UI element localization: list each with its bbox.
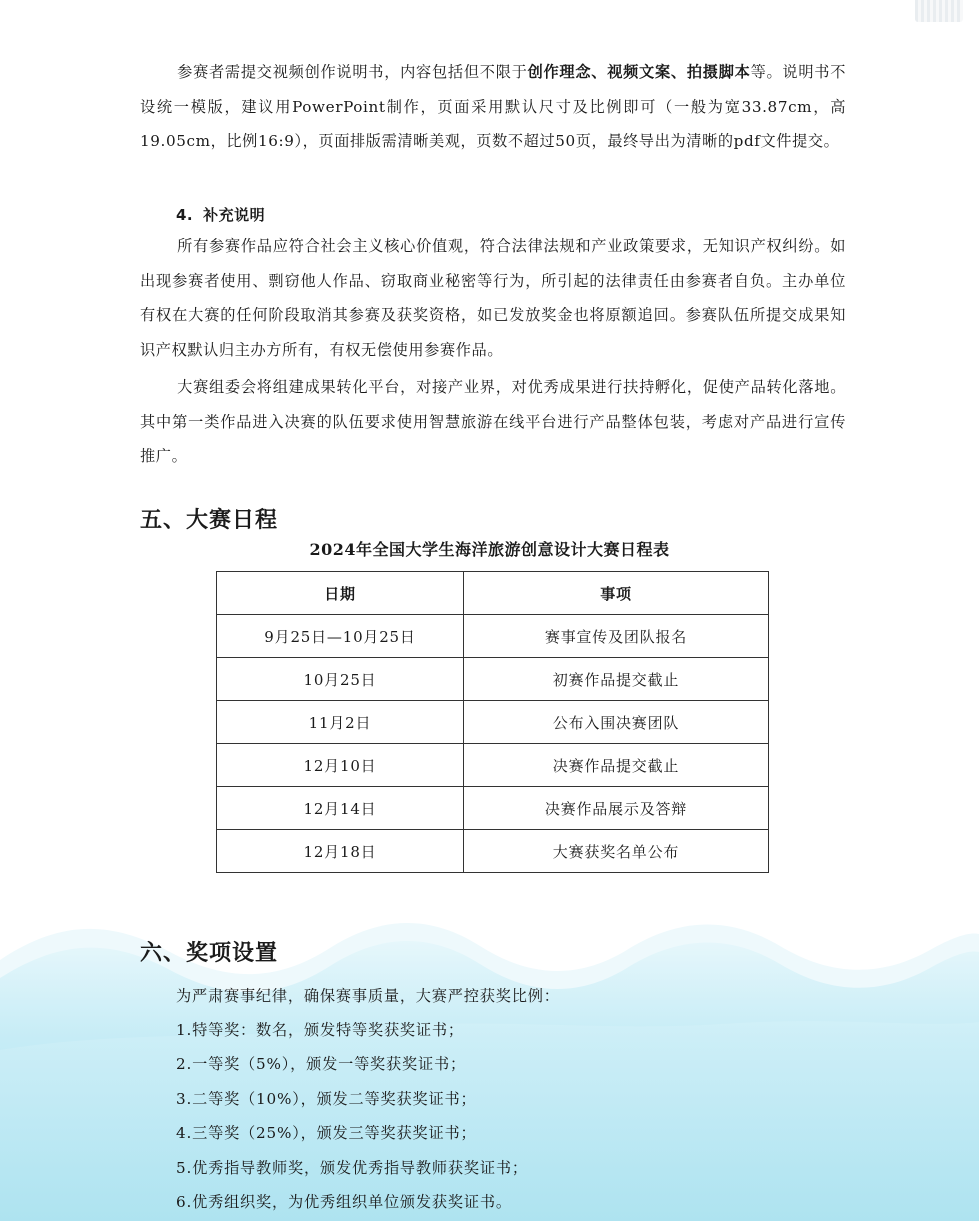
- column-header-item: 事项: [464, 572, 769, 615]
- award-item-first: 2.一等奖（5%），颁发一等奖获奖证书；: [176, 1055, 466, 1073]
- paragraph-text: 参赛者需提交视频创作说明书，内容包括但不限于: [177, 63, 528, 81]
- bold-text: 创作理念、视频文案、拍摄脚本: [527, 63, 751, 81]
- table-title: 2024年全国大学生海洋旅游创意设计大赛日程表: [309, 540, 670, 559]
- paragraph-ip-rules: [140, 229, 846, 367]
- subheading-number: 4.: [176, 206, 194, 224]
- cell-date: 12月14日: [217, 787, 464, 830]
- award-item-second: 3.二等奖（10%），颁发二等奖获奖证书；: [176, 1090, 477, 1108]
- cell-item: 初赛作品提交截止: [464, 658, 769, 701]
- award-item-teacher: 5.优秀指导教师奖，颁发优秀指导教师获奖证书；: [176, 1159, 528, 1177]
- cell-item: 赛事宣传及团队报名: [464, 615, 769, 658]
- cell-date: 12月10日: [217, 744, 464, 787]
- paragraph-text: 等。说明书不设统一模版，建议用PowerPoint制作，页面采用默认尺寸及比例即可（一般为宽33.87cm，高19.05cm，比例16:9），页面排版需清晰美观，页数不超过50页，最终导出为清晰的pdf文件提交。: [140, 63, 846, 151]
- section-title-awards: 六、奖项设置: [140, 940, 279, 966]
- table-row: [217, 701, 769, 744]
- subheading-supplement: [176, 204, 265, 225]
- award-item-organization: 6.优秀组织奖，为优秀组织单位颁发获奖证书。: [176, 1193, 512, 1211]
- paragraph-submission-description: [140, 55, 846, 159]
- section-title-schedule: 五、大赛日程: [140, 507, 279, 533]
- subheading-title: 补充说明: [203, 206, 266, 224]
- table-row: [217, 787, 769, 830]
- cell-date: 11月2日: [217, 701, 464, 744]
- cell-date: 10月25日: [217, 658, 464, 701]
- paragraph-incubation: [140, 370, 846, 474]
- table-row: [217, 658, 769, 701]
- cell-item: 决赛作品提交截止: [464, 744, 769, 787]
- award-item-special: 1.特等奖：数名，颁发特等奖获奖证书；: [176, 1021, 464, 1039]
- table-header-row: [217, 572, 769, 615]
- cell-date: 12月18日: [217, 830, 464, 873]
- paragraph-text: 大赛组委会将组建成果转化平台，对接产业界，对优秀成果进行扶持孵化，促使产品转化落地。其中第一类作品进入决赛的队伍要求使用智慧旅游在线平台进行产品整体包装，考虑对产品进行宣传推广。: [140, 378, 846, 466]
- cell-item: 公布入围决赛团队: [464, 701, 769, 744]
- paragraph-text: 所有参赛作品应符合社会主义核心价值观，符合法律法规和产业政策要求，无知识产权纠纷。如出现参赛者使用、剽窃他人作品、窃取商业秘密等行为，所引起的法律责任由参赛者自负。主办单位有权在大赛的任何阶段取消其参赛及获奖资格，如已发放奖金也将原额追回。参赛队伍所提交成果知识产权默认归主办方所有，有权无偿使用参赛作品。: [140, 237, 846, 359]
- cell-item: 决赛作品展示及答辩: [464, 787, 769, 830]
- cell-item: 大赛获奖名单公布: [464, 830, 769, 873]
- column-header-date: 日期: [217, 572, 464, 615]
- table-row: [217, 615, 769, 658]
- cell-date: 9月25日—10月25日: [217, 615, 464, 658]
- table-row: [217, 830, 769, 873]
- schedule-table: [216, 571, 769, 873]
- table-row: [217, 744, 769, 787]
- award-item-third: 4.三等奖（25%），颁发三等奖获奖证书；: [176, 1124, 477, 1142]
- awards-intro: 为严肃赛事纪律，确保赛事质量，大赛严控获奖比例：: [176, 987, 560, 1005]
